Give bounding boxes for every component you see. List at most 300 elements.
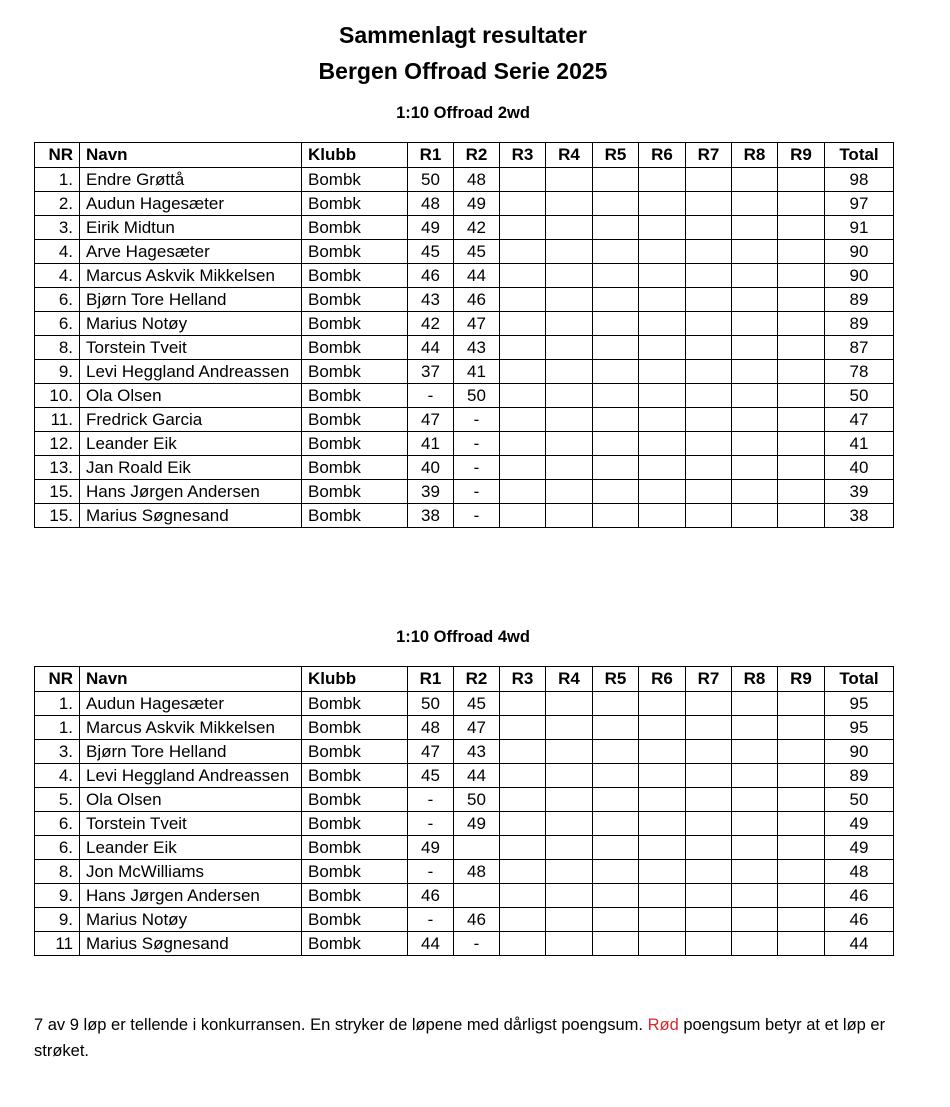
round-1-cell: - <box>408 788 454 812</box>
club-cell: Bombk <box>302 456 408 480</box>
round-3-cell <box>500 408 546 432</box>
round-2-cell: 43 <box>454 740 500 764</box>
total-cell: 95 <box>825 692 894 716</box>
footnote-text: 7 av 9 løp er tellende i konkurransen. En stryker de løpene med dårligst poengsum. <box>34 1016 648 1034</box>
rank-cell: 13. <box>35 456 80 480</box>
column-header: Klubb <box>302 143 408 168</box>
table-row <box>35 908 894 932</box>
rank-cell: 8. <box>35 860 80 884</box>
round-9-cell <box>778 192 825 216</box>
table-row <box>35 288 894 312</box>
round-8-cell <box>732 884 778 908</box>
total-cell: 44 <box>825 932 894 956</box>
table-row <box>35 312 894 336</box>
round-1-cell: 42 <box>408 312 454 336</box>
column-header: R3 <box>500 143 546 168</box>
round-1-cell: - <box>408 860 454 884</box>
total-cell: 87 <box>825 336 894 360</box>
round-7-cell <box>686 264 732 288</box>
name-cell: Bjørn Tore Helland <box>80 740 302 764</box>
round-3-cell <box>500 384 546 408</box>
club-cell: Bombk <box>302 480 408 504</box>
round-3-cell <box>500 836 546 860</box>
total-cell: 78 <box>825 360 894 384</box>
round-4-cell <box>546 740 593 764</box>
round-1-cell: 48 <box>408 192 454 216</box>
column-header: R9 <box>778 143 825 168</box>
round-7-cell <box>686 456 732 480</box>
total-cell: 41 <box>825 432 894 456</box>
round-9-cell <box>778 692 825 716</box>
round-7-cell <box>686 240 732 264</box>
name-cell: Fredrick Garcia <box>80 408 302 432</box>
table-header-row <box>35 143 894 168</box>
round-5-cell <box>593 360 639 384</box>
round-1-cell: 44 <box>408 932 454 956</box>
round-2-cell: 44 <box>454 264 500 288</box>
round-4-cell <box>546 836 593 860</box>
round-4-cell <box>546 408 593 432</box>
table-row <box>35 192 894 216</box>
column-header: NR <box>35 667 80 692</box>
round-9-cell <box>778 504 825 528</box>
rank-cell: 3. <box>35 216 80 240</box>
table-row <box>35 408 894 432</box>
round-4-cell <box>546 884 593 908</box>
round-9-cell <box>778 932 825 956</box>
name-cell: Torstein Tveit <box>80 336 302 360</box>
round-5-cell <box>593 216 639 240</box>
round-4-cell <box>546 192 593 216</box>
round-4-cell <box>546 812 593 836</box>
round-8-cell <box>732 836 778 860</box>
round-7-cell <box>686 884 732 908</box>
round-7-cell <box>686 408 732 432</box>
round-2-cell: 49 <box>454 192 500 216</box>
round-4-cell <box>546 908 593 932</box>
round-6-cell <box>639 716 686 740</box>
round-5-cell <box>593 168 639 192</box>
name-cell: Marius Notøy <box>80 908 302 932</box>
round-3-cell <box>500 692 546 716</box>
round-7-cell <box>686 860 732 884</box>
round-2-cell: - <box>454 504 500 528</box>
results-table-2wd <box>34 142 894 528</box>
round-8-cell <box>732 908 778 932</box>
round-9-cell <box>778 908 825 932</box>
round-4-cell <box>546 932 593 956</box>
round-9-cell <box>778 240 825 264</box>
column-header: Navn <box>80 143 302 168</box>
round-3-cell <box>500 860 546 884</box>
round-6-cell <box>639 692 686 716</box>
round-3-cell <box>500 432 546 456</box>
rank-cell: 10. <box>35 384 80 408</box>
round-2-cell <box>454 836 500 860</box>
round-5-cell <box>593 932 639 956</box>
round-8-cell <box>732 192 778 216</box>
column-header: R6 <box>639 143 686 168</box>
round-4-cell <box>546 336 593 360</box>
column-header: Navn <box>80 667 302 692</box>
round-2-cell: 45 <box>454 240 500 264</box>
document-title: Sammenlagt resultater <box>339 22 587 48</box>
column-header: R9 <box>778 667 825 692</box>
name-cell: Ola Olsen <box>80 384 302 408</box>
round-5-cell <box>593 860 639 884</box>
total-cell: 46 <box>825 908 894 932</box>
table-row <box>35 168 894 192</box>
rank-cell: 3. <box>35 740 80 764</box>
round-3-cell <box>500 336 546 360</box>
round-7-cell <box>686 312 732 336</box>
table-row <box>35 336 894 360</box>
round-1-cell: 37 <box>408 360 454 384</box>
round-8-cell <box>732 716 778 740</box>
footnote-red-word: Rød <box>647 1016 679 1034</box>
total-cell: 49 <box>825 812 894 836</box>
rank-cell: 6. <box>35 836 80 860</box>
name-cell: Marius Søgnesand <box>80 932 302 956</box>
round-5-cell <box>593 312 639 336</box>
round-7-cell <box>686 288 732 312</box>
round-8-cell <box>732 216 778 240</box>
round-9-cell <box>778 384 825 408</box>
round-9-cell <box>778 836 825 860</box>
rank-cell: 15. <box>35 480 80 504</box>
round-6-cell <box>639 860 686 884</box>
round-2-cell: - <box>454 456 500 480</box>
round-3-cell <box>500 168 546 192</box>
round-8-cell <box>732 432 778 456</box>
round-9-cell <box>778 884 825 908</box>
column-header: R4 <box>546 667 593 692</box>
round-5-cell <box>593 716 639 740</box>
club-cell: Bombk <box>302 884 408 908</box>
total-cell: 50 <box>825 788 894 812</box>
club-cell: Bombk <box>302 432 408 456</box>
club-cell: Bombk <box>302 860 408 884</box>
round-1-cell: 48 <box>408 716 454 740</box>
round-7-cell <box>686 432 732 456</box>
round-7-cell <box>686 692 732 716</box>
round-2-cell: 48 <box>454 168 500 192</box>
name-cell: Hans Jørgen Andersen <box>80 884 302 908</box>
rank-cell: 2. <box>35 192 80 216</box>
round-9-cell <box>778 764 825 788</box>
column-header: R5 <box>593 143 639 168</box>
round-7-cell <box>686 932 732 956</box>
round-3-cell <box>500 504 546 528</box>
rank-cell: 4. <box>35 764 80 788</box>
club-cell: Bombk <box>302 716 408 740</box>
round-6-cell <box>639 384 686 408</box>
club-cell: Bombk <box>302 312 408 336</box>
name-cell: Audun Hagesæter <box>80 192 302 216</box>
round-2-cell: 46 <box>454 908 500 932</box>
round-7-cell <box>686 836 732 860</box>
round-4-cell <box>546 504 593 528</box>
round-1-cell: 38 <box>408 504 454 528</box>
rank-cell: 8. <box>35 336 80 360</box>
round-1-cell: - <box>408 908 454 932</box>
round-1-cell: 50 <box>408 168 454 192</box>
round-9-cell <box>778 168 825 192</box>
club-cell: Bombk <box>302 908 408 932</box>
column-header: R1 <box>408 143 454 168</box>
round-5-cell <box>593 264 639 288</box>
round-2-cell: 42 <box>454 216 500 240</box>
round-7-cell <box>686 812 732 836</box>
round-3-cell <box>500 884 546 908</box>
table-row <box>35 456 894 480</box>
round-8-cell <box>732 740 778 764</box>
round-8-cell <box>732 480 778 504</box>
round-3-cell <box>500 932 546 956</box>
round-3-cell <box>500 360 546 384</box>
total-cell: 89 <box>825 764 894 788</box>
round-6-cell <box>639 216 686 240</box>
table-row <box>35 860 894 884</box>
round-5-cell <box>593 908 639 932</box>
total-cell: 46 <box>825 884 894 908</box>
round-4-cell <box>546 360 593 384</box>
total-cell: 89 <box>825 312 894 336</box>
round-8-cell <box>732 168 778 192</box>
round-4-cell <box>546 860 593 884</box>
round-5-cell <box>593 788 639 812</box>
rank-cell: 6. <box>35 312 80 336</box>
table-row <box>35 740 894 764</box>
table-row <box>35 504 894 528</box>
name-cell: Levi Heggland Andreassen <box>80 764 302 788</box>
column-header: R8 <box>732 667 778 692</box>
round-9-cell <box>778 812 825 836</box>
round-3-cell <box>500 264 546 288</box>
round-3-cell <box>500 716 546 740</box>
round-8-cell <box>732 336 778 360</box>
round-6-cell <box>639 360 686 384</box>
round-5-cell <box>593 408 639 432</box>
round-9-cell <box>778 740 825 764</box>
round-3-cell <box>500 192 546 216</box>
club-cell: Bombk <box>302 740 408 764</box>
round-7-cell <box>686 740 732 764</box>
rank-cell: 1. <box>35 168 80 192</box>
round-2-cell: 46 <box>454 288 500 312</box>
round-7-cell <box>686 216 732 240</box>
club-cell: Bombk <box>302 812 408 836</box>
round-8-cell <box>732 360 778 384</box>
round-3-cell <box>500 908 546 932</box>
round-8-cell <box>732 288 778 312</box>
name-cell: Leander Eik <box>80 836 302 860</box>
rank-cell: 6. <box>35 812 80 836</box>
round-6-cell <box>639 836 686 860</box>
round-2-cell: 41 <box>454 360 500 384</box>
round-7-cell <box>686 480 732 504</box>
round-9-cell <box>778 264 825 288</box>
round-8-cell <box>732 812 778 836</box>
round-5-cell <box>593 836 639 860</box>
round-7-cell <box>686 764 732 788</box>
round-8-cell <box>732 788 778 812</box>
round-1-cell: 50 <box>408 692 454 716</box>
rank-cell: 4. <box>35 240 80 264</box>
round-5-cell <box>593 456 639 480</box>
round-8-cell <box>732 860 778 884</box>
round-7-cell <box>686 788 732 812</box>
table-row <box>35 812 894 836</box>
round-9-cell <box>778 788 825 812</box>
column-header: R6 <box>639 667 686 692</box>
footnote <box>34 1012 914 1064</box>
round-2-cell: - <box>454 480 500 504</box>
table-row <box>35 932 894 956</box>
round-6-cell <box>639 884 686 908</box>
total-cell: 38 <box>825 504 894 528</box>
round-4-cell <box>546 216 593 240</box>
round-2-cell: 47 <box>454 312 500 336</box>
round-4-cell <box>546 480 593 504</box>
round-9-cell <box>778 360 825 384</box>
rank-cell: 11 <box>35 932 80 956</box>
table-heading-4wd: 1:10 Offroad 4wd <box>396 628 530 646</box>
round-9-cell <box>778 456 825 480</box>
total-cell: 39 <box>825 480 894 504</box>
round-5-cell <box>593 740 639 764</box>
rank-cell: 12. <box>35 432 80 456</box>
rank-cell: 1. <box>35 716 80 740</box>
round-6-cell <box>639 192 686 216</box>
round-4-cell <box>546 264 593 288</box>
footnote-text-end: poengsum betyr at et løp er strøket. <box>34 1016 886 1060</box>
round-6-cell <box>639 264 686 288</box>
total-cell: 40 <box>825 456 894 480</box>
name-cell: Bjørn Tore Helland <box>80 288 302 312</box>
round-3-cell <box>500 764 546 788</box>
round-6-cell <box>639 312 686 336</box>
round-5-cell <box>593 764 639 788</box>
table-heading-2wd: 1:10 Offroad 2wd <box>396 104 530 122</box>
rank-cell: 4. <box>35 264 80 288</box>
round-3-cell <box>500 812 546 836</box>
round-6-cell <box>639 168 686 192</box>
column-header: NR <box>35 143 80 168</box>
round-4-cell <box>546 168 593 192</box>
name-cell: Arve Hagesæter <box>80 240 302 264</box>
round-9-cell <box>778 408 825 432</box>
total-cell: 90 <box>825 240 894 264</box>
round-5-cell <box>593 812 639 836</box>
column-header: R1 <box>408 667 454 692</box>
round-5-cell <box>593 288 639 312</box>
name-cell: Leander Eik <box>80 432 302 456</box>
round-6-cell <box>639 504 686 528</box>
round-9-cell <box>778 432 825 456</box>
name-cell: Levi Heggland Andreassen <box>80 360 302 384</box>
column-header: R7 <box>686 143 732 168</box>
round-1-cell: - <box>408 384 454 408</box>
round-9-cell <box>778 860 825 884</box>
round-9-cell <box>778 480 825 504</box>
round-3-cell <box>500 312 546 336</box>
club-cell: Bombk <box>302 360 408 384</box>
rank-cell: 5. <box>35 788 80 812</box>
round-3-cell <box>500 480 546 504</box>
round-7-cell <box>686 908 732 932</box>
round-5-cell <box>593 504 639 528</box>
table-row <box>35 836 894 860</box>
round-1-cell: 43 <box>408 288 454 312</box>
table-row <box>35 764 894 788</box>
round-4-cell <box>546 432 593 456</box>
round-2-cell: 45 <box>454 692 500 716</box>
round-3-cell <box>500 288 546 312</box>
rank-cell: 15. <box>35 504 80 528</box>
round-8-cell <box>732 408 778 432</box>
round-5-cell <box>593 240 639 264</box>
round-2-cell: - <box>454 932 500 956</box>
name-cell: Marius Notøy <box>80 312 302 336</box>
round-7-cell <box>686 716 732 740</box>
round-6-cell <box>639 788 686 812</box>
round-1-cell: 40 <box>408 456 454 480</box>
round-6-cell <box>639 908 686 932</box>
round-1-cell: 46 <box>408 884 454 908</box>
round-7-cell <box>686 384 732 408</box>
rank-cell: 1. <box>35 692 80 716</box>
round-4-cell <box>546 240 593 264</box>
column-header: R8 <box>732 143 778 168</box>
round-4-cell <box>546 384 593 408</box>
round-1-cell: 47 <box>408 408 454 432</box>
round-8-cell <box>732 384 778 408</box>
round-6-cell <box>639 336 686 360</box>
round-4-cell <box>546 312 593 336</box>
round-7-cell <box>686 336 732 360</box>
round-6-cell <box>639 764 686 788</box>
round-1-cell: 49 <box>408 836 454 860</box>
name-cell: Eirik Midtun <box>80 216 302 240</box>
round-2-cell: - <box>454 432 500 456</box>
table-row <box>35 240 894 264</box>
round-6-cell <box>639 408 686 432</box>
club-cell: Bombk <box>302 336 408 360</box>
total-cell: 49 <box>825 836 894 860</box>
round-5-cell <box>593 480 639 504</box>
round-8-cell <box>732 240 778 264</box>
table-row <box>35 432 894 456</box>
round-2-cell: 47 <box>454 716 500 740</box>
table-row <box>35 884 894 908</box>
round-8-cell <box>732 264 778 288</box>
column-header: R7 <box>686 667 732 692</box>
round-6-cell <box>639 456 686 480</box>
total-cell: 97 <box>825 192 894 216</box>
club-cell: Bombk <box>302 692 408 716</box>
round-6-cell <box>639 288 686 312</box>
round-8-cell <box>732 764 778 788</box>
round-2-cell: 50 <box>454 788 500 812</box>
round-1-cell: 39 <box>408 480 454 504</box>
total-cell: 95 <box>825 716 894 740</box>
round-6-cell <box>639 480 686 504</box>
round-1-cell: 44 <box>408 336 454 360</box>
club-cell: Bombk <box>302 932 408 956</box>
table-row <box>35 480 894 504</box>
club-cell: Bombk <box>302 240 408 264</box>
